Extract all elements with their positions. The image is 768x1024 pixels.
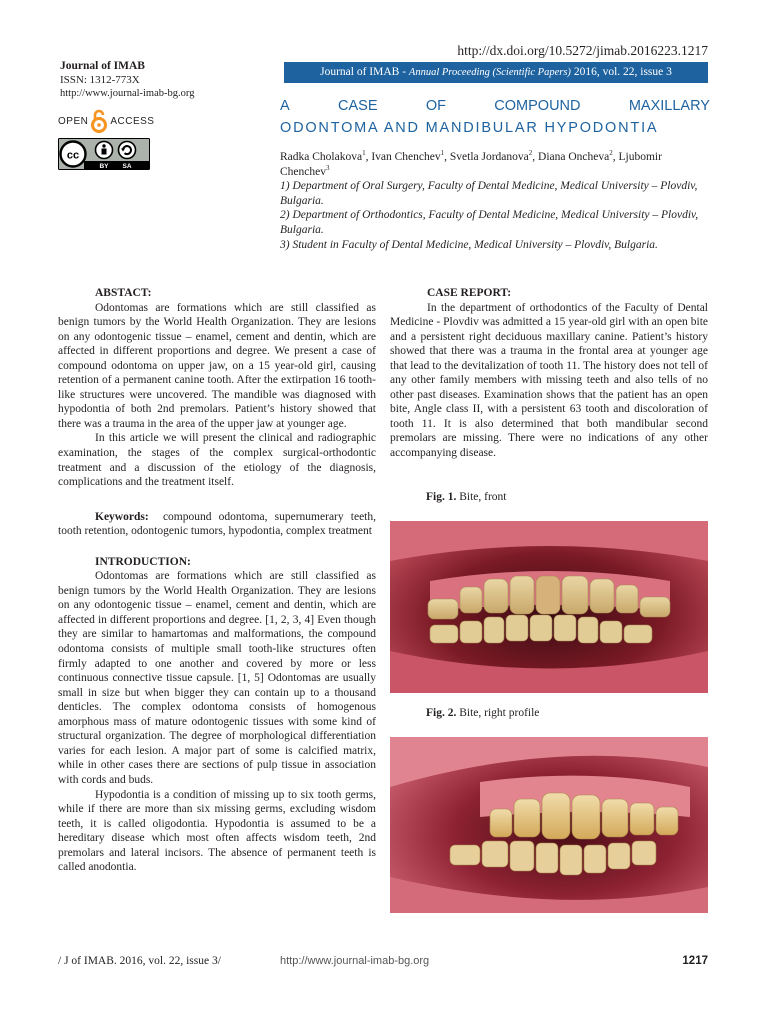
author-sup: 2 [609,149,613,158]
author-sup: 2 [528,149,533,158]
case-report-paragraph: In the department of orthodontics of the Faculty of Dental Medicine - Plovdiv was admitted a 15 year-old girl with an open bite and a persistent right deciduous maxillary canine. Patient’s history showed that there was a trauma in the frontal area at younger age that lead to the devitalization of tooth 11. The history does not tell of any other family members with missing teeth and also tells of no other past diseases. Examination shows that the patient has an open bite, Angle class II, with a persistent 63 tooth and discoloration of tooth 11. It is also determined that both mandibular second premolars are missing. There were no indications of any other accompanying disease. [390,301,708,460]
case-report-heading: CASE REPORT: [427,287,512,299]
figure-2-label: Fig. 2. [426,707,457,719]
abstract-paragraph: Odontomas are formations which are still classified as benign tumors by the World Health Organization. They are lesions on any odontogenic tissue – enamel, cement and dentin, which are affected in different proportions and degree. We present a case of compound odontoma on upper jaw, on a 15 year-old girl, causing retention of a permanent canine tooth. After the extirpation 16 tooth-like structures were uncovered. The mandible was diagnosed with hypodontia of both 2nd premolars. Patient’s history showed that there was a trauma in the area of the upper jaw at younger age. [58,301,376,430]
footer-citation: / J of IMAB. 2016, vol. 22, issue 3/ [58,955,221,967]
abstract-heading: ABSTACT: [95,287,152,299]
journal-header-bar [284,62,708,83]
title-word: OF [425,98,446,114]
affiliation-3: 3) Student in Faculty of Dental Medicine, Medical University – Plovdiv, Bulgaria. [280,238,658,251]
page-number: 1217 [682,955,708,967]
share-alike-icon [119,142,136,159]
figure-2-caption [426,707,539,719]
svg-text:cc: cc [66,149,80,162]
title-word: CASE [338,98,378,114]
right-column [390,286,708,461]
journal-name: Journal of IMAB [60,60,145,72]
header-journal: Journal of IMAB - [320,66,409,78]
journal-url[interactable]: http://www.journal-imab-bg.org [60,88,195,99]
affiliation-1: 1) Department of Oral Surgery, Faculty of Dental Medicine, Medical University – Plovdiv, Bulgaria. [280,180,698,207]
title-word: A [280,98,290,114]
figure-1-caption [426,491,507,503]
author: Svetla Jordanova [449,151,529,163]
issn: ISSN: 1312-773X [60,74,140,86]
header-subtitle: Annual Proceeding (Scientific Papers) [408,67,571,78]
open-access-logo [58,108,168,134]
figure-1-photo [390,521,708,693]
abstract-paragraph: In this article we will present the clinical and radiographic examination, the stages of the complex surgical-orthodontic treatment and a discussion of the etiology of the diagnosis, complications and the treatment itself. [58,432,376,489]
open-access-lock-icon [91,109,107,133]
author-sup: 1 [362,149,366,158]
author-sup: 1 [440,149,445,158]
open-access-left: OPEN [58,115,89,127]
title-line-2: ODONTOMA AND MANDIBULAR HYPODONTIA [280,120,659,136]
figure-1-label: Fig. 1. [426,491,457,503]
authors-block [280,150,710,252]
keywords-text: compound odontoma, supernumerary teeth, tooth retention, odontogenic tumors, hypodontia, complex treatment [58,510,376,538]
author: Radka Cholakova [280,151,363,163]
cc-by-label: BY [99,163,109,170]
introduction-paragraph: Odontomas are formations which are still classified as benign tumors by the World Health Organization. They are lesions on any odontogenic tissue – enamel, cement and dentin, which are affected in different proportions and degree. [1, 2, 3, 4] Even though they are similar to hamartomas and malformations, the compound odontoma consists of multiple small tooth-like structures often firmly adapted to one another and covered by more or less continuous connective tissue capsule. [1, 5] Odontomas are usually small in size but when bigger they can contain up to a thousand denticles. The complex odontoma consists of homogenous amorphous mass of mature odontogenic tissues with some kind of structural organization. The degree of morphological differentiation varies for each lesion. A major part of some is calcified matrix, while in other cases there are sections of pulp tissue in association with cords and buds. [58,570,376,786]
affiliation-2: 2) Department of Orthodontics, Faculty of Dental Medicine, Medical University – Plovdiv, Bulgaria. [280,209,699,236]
author: Ivan Chenchev [371,151,441,163]
introduction-paragraph: Hypodontia is a condition of missing up to six tooth germs, while if there are more than six missing germs, excluding wisdom teeth, it is called oligodontia. Hypodontia is assumed to be a hereditary disease which most often affects wisdom teeth, 2nd premolars and lateral incisors. The absence of permanent teeth is called anodontia. [58,788,376,874]
keywords-label: Keywords: [95,510,149,523]
author-sup: 3 [325,163,330,172]
introduction-heading: INTRODUCTION: [95,555,191,568]
author: Diana Oncheva [538,151,610,163]
author-list: Radka Cholakova$^1$, Ivan Chenchev$^1$, Svetla Jordanova$^2$, Diana Oncheva$^2$, Ljubomir Chenchev$^3$ [280,149,662,178]
title-word: COMPOUND [494,98,581,114]
keywords [58,510,376,539]
figure-2-photo [390,737,708,913]
open-access-right: ACCESS [110,115,155,127]
title-line-1 [280,95,710,117]
footer-url[interactable]: http://www.journal-imab-bg.org [280,955,430,967]
cc-sa-label: SA [122,163,132,170]
left-column [58,286,376,875]
article-title [280,95,710,139]
doi-link[interactable]: http://dx.doi.org/10.5272/jimab.2016223.1217 [457,43,708,58]
cc-by-sa-badge [58,138,150,170]
figure-1-text: Bite, front [456,491,507,503]
author: Ljubomir Chenchev [280,151,662,178]
figure-2-text: Bite, right profile [456,707,540,719]
header-issue: 2016, vol. 22, issue 3 [570,66,672,78]
title-word: MAXILLARY [628,98,710,114]
